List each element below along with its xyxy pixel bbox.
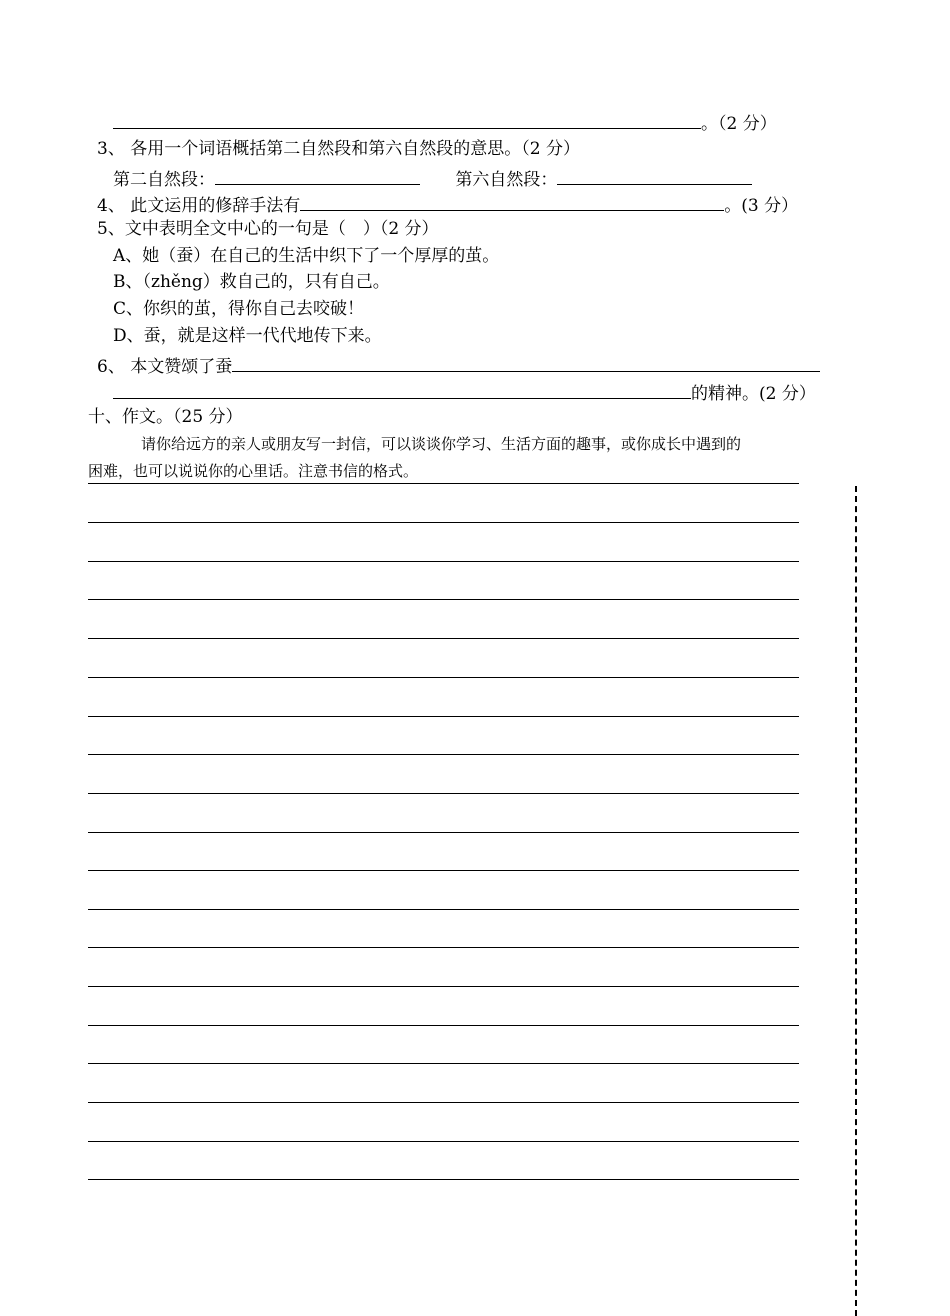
writing-line[interactable] [88, 599, 799, 600]
writing-line[interactable] [88, 909, 799, 910]
writing-line[interactable] [88, 1102, 799, 1103]
writing-line[interactable] [88, 947, 799, 948]
para6-label: 第六自然段： [455, 170, 558, 190]
q3-answers [113, 167, 752, 190]
writing-line[interactable] [88, 832, 799, 833]
q5-option-d[interactable]: D、蚕，就是这样一代代地传下来。 [113, 326, 382, 346]
writing-line[interactable] [88, 986, 799, 987]
writing-line[interactable] [88, 754, 799, 755]
writing-line[interactable] [88, 870, 799, 871]
writing-line[interactable] [88, 522, 799, 523]
writing-line[interactable] [88, 483, 799, 484]
essay-prompt-line1: 请你给远方的亲人或朋友写一封信，可以谈谈你学习、生活方面的趣事，或你成长中遇到的 [141, 435, 742, 453]
para2-label: 第二自然段： [113, 170, 215, 190]
binding-dashed-line [855, 486, 857, 1316]
writing-line[interactable] [88, 1179, 799, 1180]
q5-option-b[interactable]: B、（zhěng）救自己的，只有自己。 [113, 272, 390, 292]
q6-blank-2[interactable] [113, 381, 691, 399]
writing-line[interactable] [88, 677, 799, 678]
q6-question [97, 354, 820, 377]
q2-blank[interactable] [113, 111, 701, 129]
q6-tail: 的精神。(2 分） [691, 384, 816, 404]
writing-line[interactable] [88, 716, 799, 717]
q2-answer-line [113, 111, 777, 134]
q4-tail: 。(3 分） [724, 196, 799, 216]
writing-line[interactable] [88, 561, 799, 562]
q5-question: 5、文中表明全文中心的一句是（ ）（2 分） [97, 219, 439, 239]
q6-text: 6、 本文赞颂了蚕 [97, 357, 233, 377]
writing-line[interactable] [88, 1025, 799, 1026]
writing-line[interactable] [88, 638, 799, 639]
q4-question [97, 193, 798, 216]
writing-line[interactable] [88, 1063, 799, 1064]
q4-text: 4、 此文运用的修辞手法有 [97, 196, 301, 216]
para6-blank[interactable] [557, 167, 752, 185]
q2-tail: 。（2 分） [701, 114, 777, 134]
q5-option-a[interactable]: A、她（蚕）在自己的生活中织下了一个厚厚的茧。 [113, 246, 500, 266]
writing-line[interactable] [88, 793, 799, 794]
essay-heading: 十、作文。（25 分） [88, 407, 243, 427]
q3-question: 3、 各用一个词语概括第二自然段和第六自然段的意思。（2 分） [97, 139, 580, 159]
q6-answer-line [113, 381, 816, 404]
q5-option-c[interactable]: C、你织的茧，得你自己去咬破！ [113, 299, 365, 319]
essay-prompt-line2: 困难，也可以说说你的心里话。注意书信的格式。 [88, 462, 419, 480]
q4-blank[interactable] [300, 193, 724, 211]
q6-blank-1[interactable] [232, 354, 820, 372]
para2-blank[interactable] [215, 167, 420, 185]
writing-line[interactable] [88, 1141, 799, 1142]
